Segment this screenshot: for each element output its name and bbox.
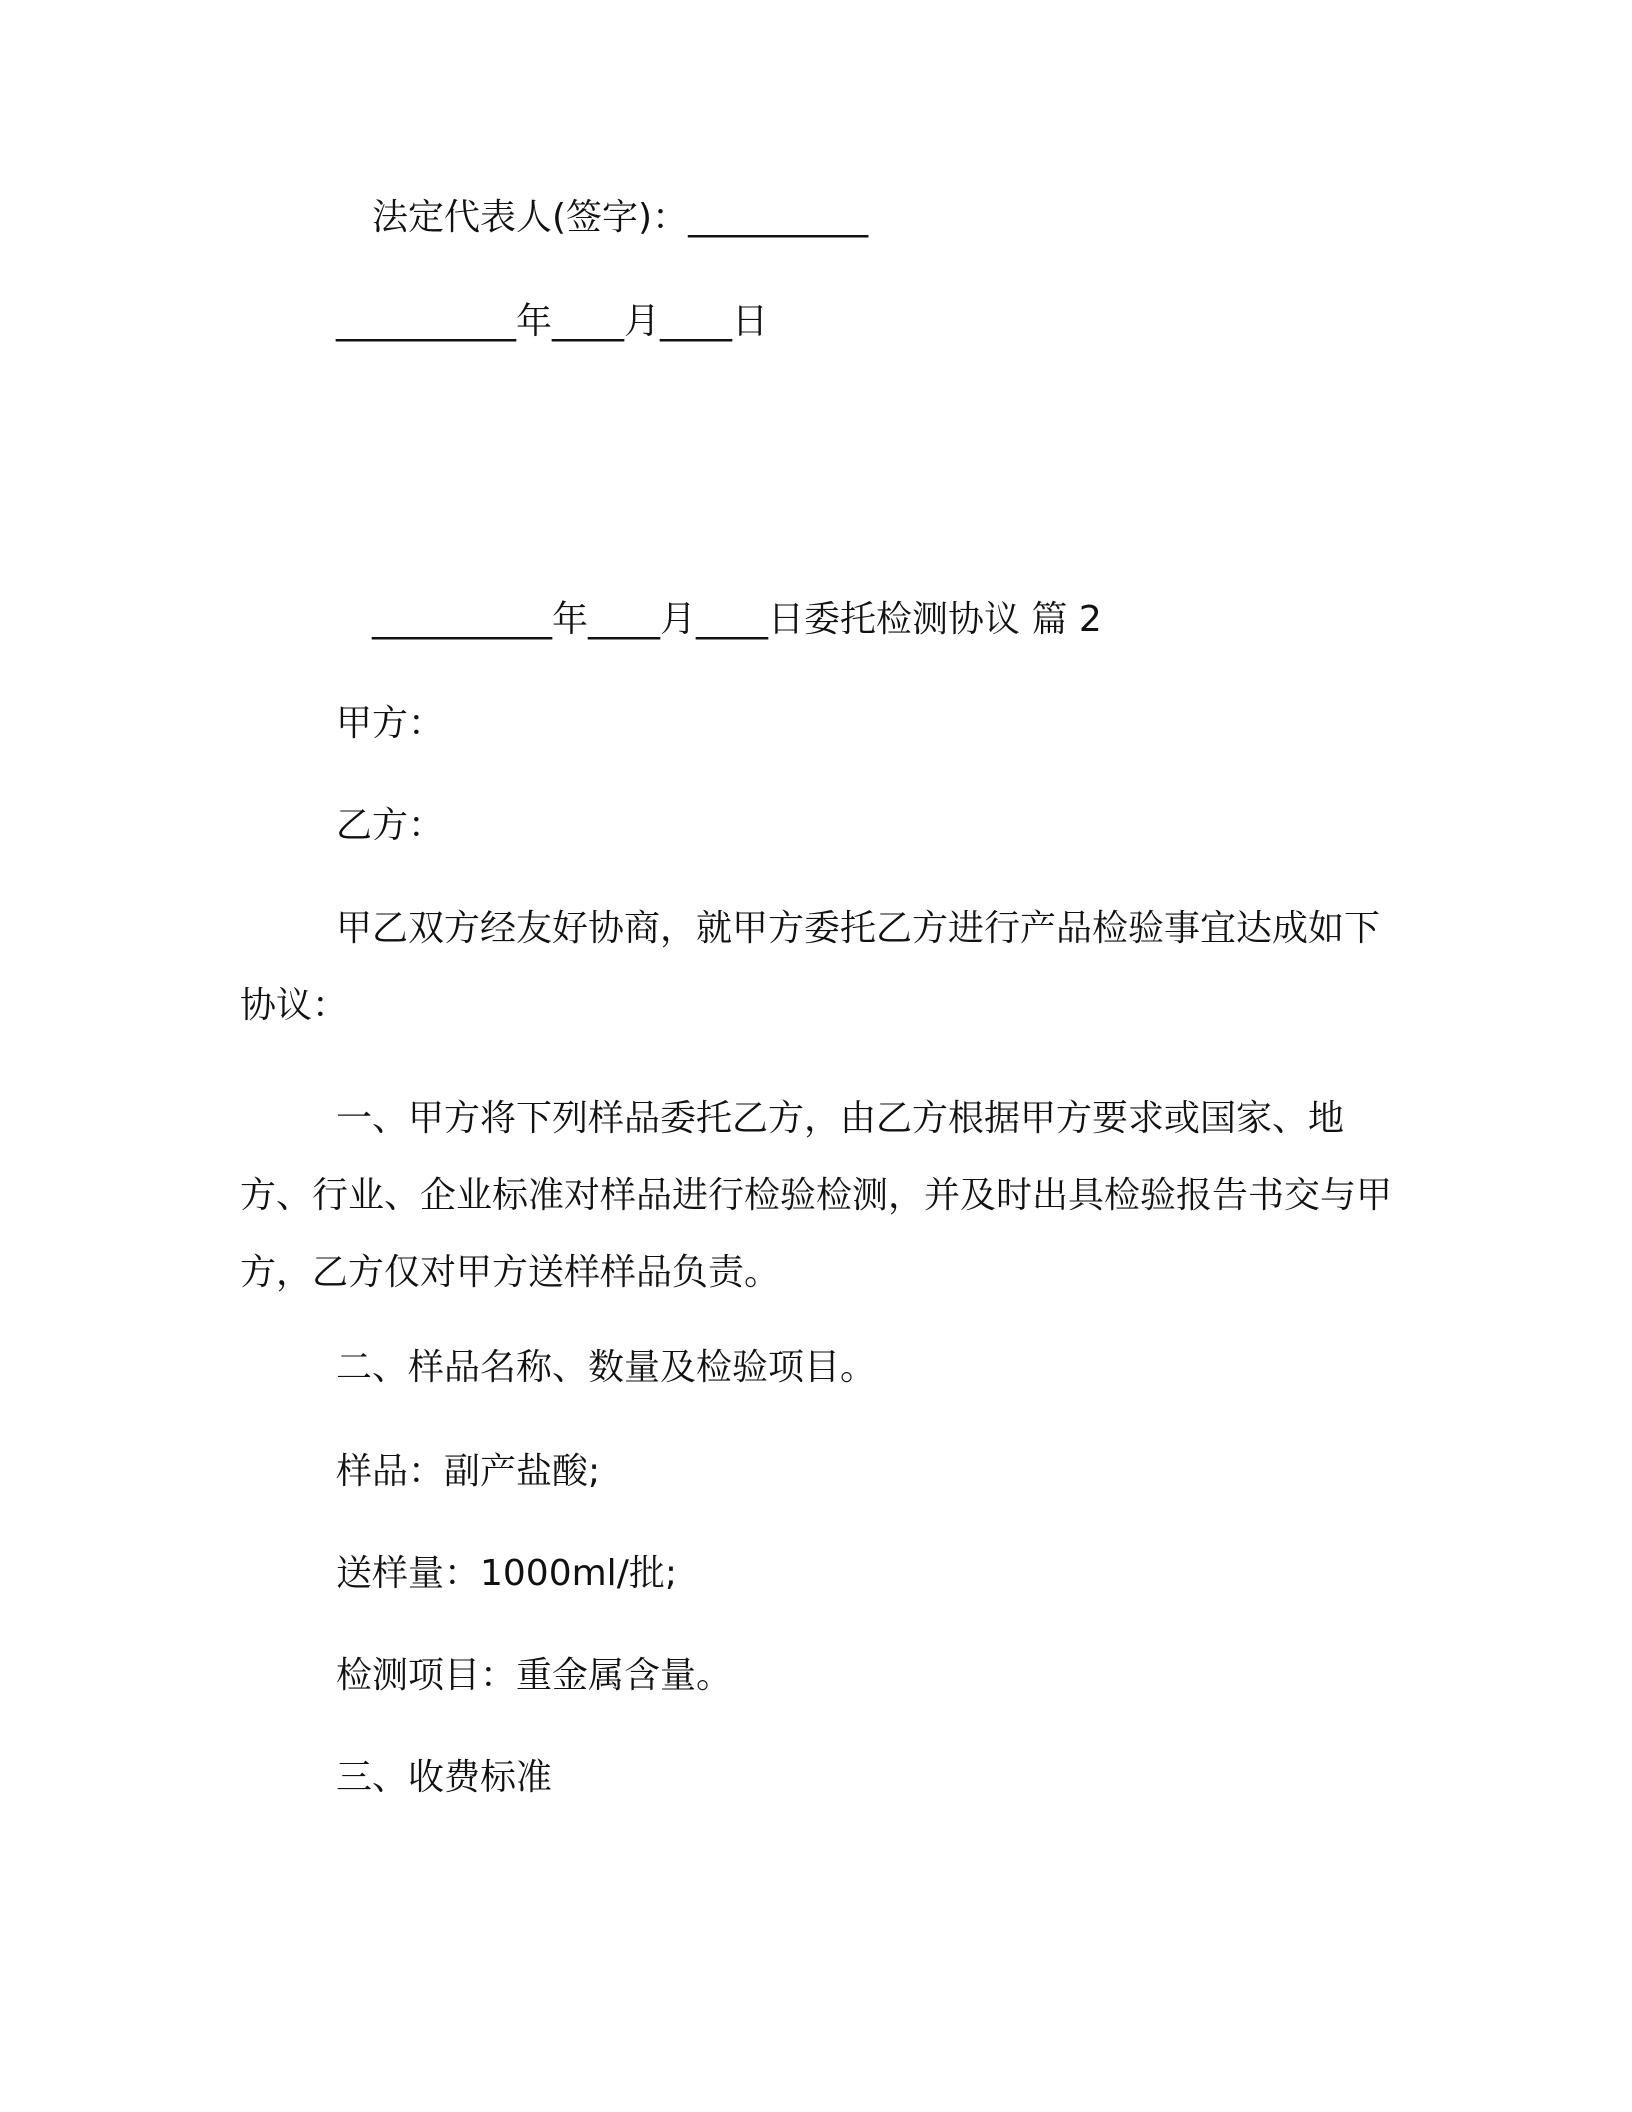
sample-quantity-line: 送样量：1000ml/批;: [336, 1553, 677, 1594]
test-items-line: 检测项目：重金属含量。: [336, 1655, 733, 1696]
clause-3-heading: 三、收费标准: [336, 1757, 553, 1798]
signature-date-line: __________年____月____日: [336, 301, 768, 342]
clause-2-heading: 二、样品名称、数量及检验项目。: [336, 1347, 877, 1388]
intro-paragraph: 甲乙双方经友好协商，就甲方委托乙方进行产品检验事宜达成如下协议：: [240, 908, 1381, 1026]
sample-name-line: 样品：副产盐酸;: [336, 1451, 601, 1492]
party-a-label: 甲方：: [336, 703, 445, 744]
agreement-title: __________年____月____日委托检测协议 篇 2: [372, 599, 1102, 640]
party-b-label: 乙方：: [336, 805, 445, 846]
legal-representative-signature-line: 法定代表人(签字)：__________: [372, 197, 869, 238]
clause-1-paragraph: 一、甲方将下列样品委托乙方，由乙方根据甲方要求或国家、地方、行业、企业标准对样品进行检验检测，并及时出具检验报告书交与甲方，乙方仅对甲方送样样品负责。: [240, 1098, 1393, 1293]
